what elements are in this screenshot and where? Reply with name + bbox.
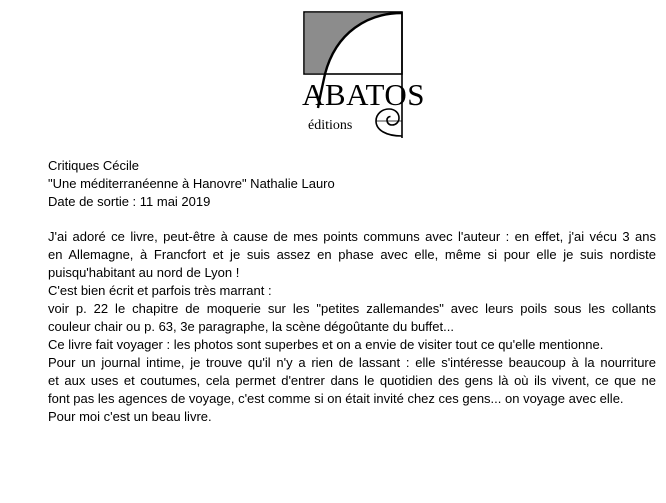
release-date-line: Date de sortie : 11 mai 2019 (48, 194, 211, 209)
review-line: en Allemagne, à Francfort et je suis assez en phase avec elle, même si pour elle je suis nordiste (48, 247, 656, 262)
abatos-logo (298, 8, 426, 140)
logo-wordmark: ABATOS (302, 77, 426, 112)
review-line: et aux uses et coutumes, cela permet d'entrer dans le quotidien des gens là où ils vivent, ce que ne (48, 373, 656, 388)
review-header (48, 157, 628, 211)
review-line: font pas les agences de voyage, c'est comme si on était invité chez ces gens... on voyage avec elle. (48, 391, 624, 406)
book-title-line: "Une méditerranéenne à Hanovre" Nathalie Lauro (48, 176, 335, 191)
review-line: Pour moi c'est un beau livre. (48, 409, 212, 424)
review-body (48, 228, 656, 426)
reviewer-line: Critiques Cécile (48, 158, 140, 173)
logo-spiral (376, 109, 402, 136)
review-line: Pour un journal intime, je trouve qu'il n'y a rien de lassant : elle s'intéresse beaucoup à la nourriture (48, 355, 656, 370)
review-line: J'ai adoré ce livre, peut-être à cause de mes points communs avec l'auteur : en effet, j'ai vécu 3 ans (48, 229, 656, 244)
logo-grey-panel (305, 13, 401, 73)
review-line: voir p. 22 le chapitre de moquerie sur les "petites zallemandes" avec leurs poils sous les collants (48, 301, 656, 316)
review-line: C'est bien écrit et parfois très marrant : (48, 283, 272, 298)
logo-subtitle: éditions (308, 118, 353, 133)
review-line: couleur chair ou p. 63, 3e paragraphe, la scène dégoûtante du buffet... (48, 319, 454, 334)
review-line: puisqu'habitant au nord de Lyon ! (48, 265, 240, 280)
review-line: Ce livre fait voyager : les photos sont superbes et on a envie de visiter tout ce qu'elle mentionne. (48, 337, 604, 352)
